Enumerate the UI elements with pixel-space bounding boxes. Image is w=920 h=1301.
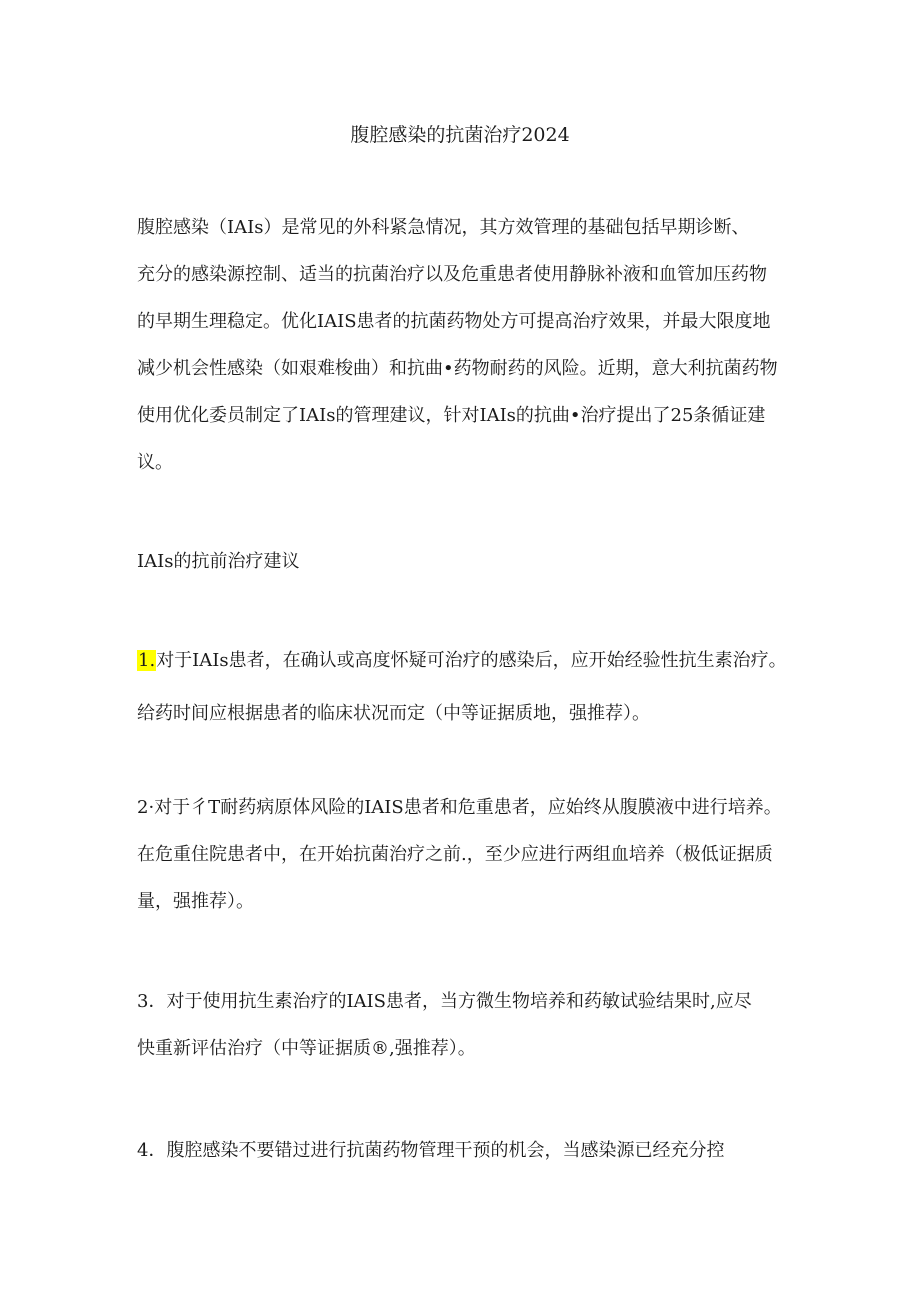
recommendation-line bbox=[137, 784, 817, 831]
intro-line: 议。 bbox=[137, 452, 173, 473]
recommendation-text: ．腹腔感染不要错过进行抗菌药物管理干预的机会，当感染源已经充分控 bbox=[148, 1140, 725, 1161]
recommendation-line bbox=[137, 632, 817, 690]
recommendation-line: 在危重住院患者中，在开始抗菌治疗之前.，至少应进行两组血培养（极低证据质 bbox=[137, 844, 773, 865]
recommendation-4 bbox=[137, 1127, 817, 1174]
section-heading-text: IAIs的抗前治疗建议 bbox=[137, 551, 300, 572]
recommendation-number: 3 bbox=[137, 991, 149, 1012]
intro-line: 的早期生理稳定。优化IAIS患者的抗菌药物处方可提高治疗效果，并最大限度地 bbox=[137, 311, 771, 332]
recommendation-1 bbox=[137, 632, 817, 737]
recommendation-text: 对于彳T耐药病原体风险的IAIS患者和危重患者，应始终从腹膜液中进行培养。 bbox=[154, 797, 782, 818]
intro-paragraph bbox=[137, 204, 817, 486]
recommendation-line: 快重新评估治疗（中等证据质®,强推荐）。 bbox=[137, 1038, 476, 1059]
recommendation-text: 对于IAIs患者，在确认或高度怀疑可治疗的感染后，应开始经验性抗生素治疗。 bbox=[156, 650, 787, 671]
document-title: 腹腔感染的抗菌治疗2024 bbox=[350, 124, 570, 146]
recommendation-number: 2· bbox=[137, 797, 155, 818]
recommendation-2 bbox=[137, 784, 817, 925]
recommendation-line: 量，强推荐）。 bbox=[137, 891, 254, 912]
recommendation-number-highlighted: 1. bbox=[138, 650, 156, 671]
intro-line: 减少机会性感染（如艰难梭曲）和抗曲•药物耐药的风险。近期，意大利抗菌药物 bbox=[137, 358, 778, 379]
recommendation-3 bbox=[137, 978, 817, 1072]
intro-line: 腹腔感染（IAIs）是常见的外科紧急情况，其方效管理的基础包括早期诊断、 bbox=[137, 217, 750, 238]
recommendation-line bbox=[137, 978, 817, 1025]
recommendation-number: 4 bbox=[137, 1140, 149, 1161]
recommendation-line: 给药时间应根据患者的临床状况而定（中等证据质地，强推荐）。 bbox=[137, 703, 650, 724]
intro-line: 充分的感染源控制、适当的抗菌治疗以及危重患者使用静脉补液和血管加压药物 bbox=[137, 264, 767, 285]
recommendation-text: ．对于使用抗生素治疗的IAIS患者，当方微生物培养和药敏试验结果时,应尽 bbox=[148, 991, 752, 1012]
section-heading bbox=[137, 538, 817, 585]
intro-line: 使用优化委员制定了IAIs的管理建议，针对IAIs的抗曲•治疗提出了25条循证建 bbox=[137, 405, 766, 426]
recommendation-line bbox=[137, 1127, 817, 1174]
